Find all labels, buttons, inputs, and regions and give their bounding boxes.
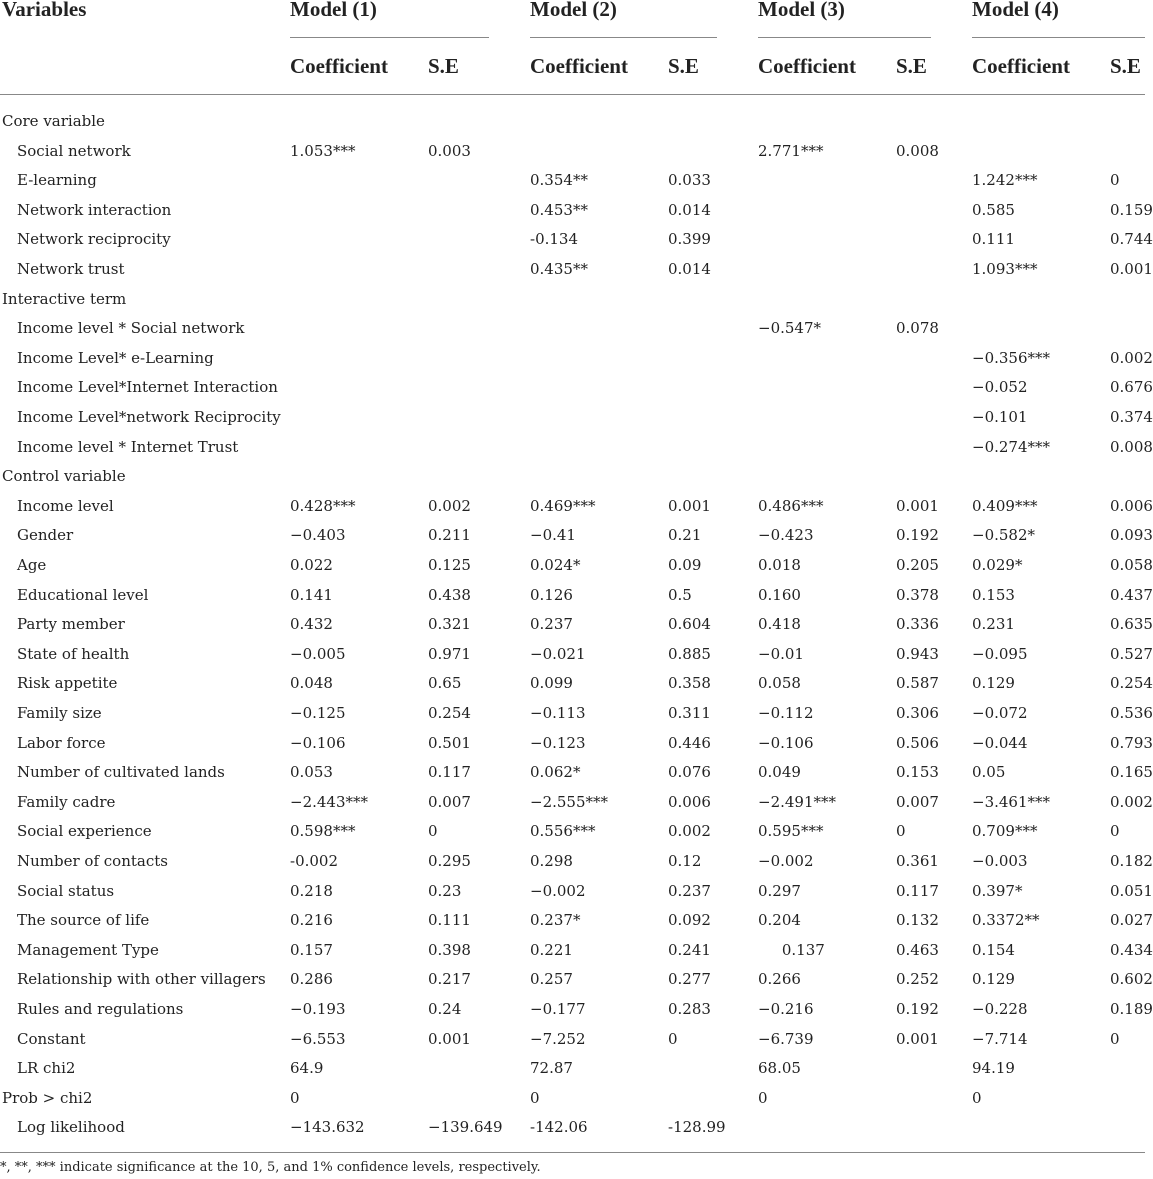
se-cell: 0.971 [428, 644, 471, 663]
variable-label: Constant [17, 1029, 86, 1048]
table-row [0, 936, 1153, 966]
table-row [0, 788, 1153, 818]
header-bottom-rule [0, 94, 1145, 95]
coefficient-cell: 0.598*** [290, 822, 356, 841]
se-cell: 0.793 [1110, 733, 1153, 752]
coefficient-cell: −0.112 [758, 704, 814, 722]
coefficient-cell: −2.555*** [530, 792, 609, 811]
coefficient-cell: −0.044 [972, 733, 1028, 752]
coefficient-cell: 0.216 [290, 911, 333, 930]
coefficient-cell: 0.154 [972, 940, 1015, 959]
section-label: Prob > chi2 [2, 1088, 93, 1107]
coefficient-cell: 0.428*** [290, 496, 356, 515]
se-cell: 0.399 [668, 230, 711, 249]
variable-label: Income Level* e-Learning [17, 348, 214, 367]
coefficient-cell: −7.714 [972, 1029, 1028, 1048]
se-cell: 0.361 [896, 852, 939, 870]
header-model-3: Model (3) [758, 0, 845, 21]
coefficient-cell: −0.002 [530, 881, 586, 900]
coefficient-cell: 0.297 [758, 881, 801, 900]
variable-label: Gender [17, 526, 74, 545]
coefficient-cell: 0.022 [290, 556, 333, 574]
se-cell: 0.217 [428, 970, 471, 989]
model-4-underline [972, 37, 1145, 38]
coefficient-cell: 0.111 [972, 230, 1015, 249]
table-footnote: *, **, *** indicate significance at the 10, 5, and 1% confidence levels, respectively. [0, 1160, 541, 1175]
table-bottom-rule [0, 1152, 1145, 1153]
coefficient-cell: −0.072 [972, 704, 1028, 722]
se-cell: 0.001 [1110, 260, 1153, 278]
table-row [0, 403, 1153, 433]
variable-label: Income level [17, 496, 114, 515]
coefficient-cell: 0.126 [530, 585, 573, 604]
se-cell: 0.003 [428, 141, 471, 160]
se-cell: 0.132 [896, 911, 939, 930]
se-cell: 0.092 [668, 911, 711, 930]
variable-label: Income Level*network Reciprocity [17, 408, 281, 426]
se-cell: 0 [428, 822, 438, 841]
se-cell: 0.027 [1110, 911, 1153, 930]
se-cell: 0.076 [668, 763, 711, 782]
coefficient-cell: −0.216 [758, 1000, 814, 1018]
table-row [0, 906, 1153, 936]
table-row [0, 344, 1153, 374]
coefficient-cell: 1.242*** [972, 171, 1038, 190]
coefficient-cell: 64.9 [290, 1059, 324, 1078]
coefficient-cell: −6.553 [290, 1029, 346, 1048]
se-cell: 0.125 [428, 556, 471, 574]
coefficient-cell: 0.024* [530, 556, 581, 574]
variable-label: Age [17, 556, 47, 574]
coefficient-cell: 0.129 [972, 970, 1015, 989]
coefficient-cell: −0.547* [758, 319, 822, 338]
table-row [0, 492, 1153, 522]
header-model-4: Model (4) [972, 0, 1059, 21]
variable-label: Social experience [17, 822, 152, 841]
se-cell: 0.306 [896, 704, 939, 722]
coefficient-cell: 0.298 [530, 852, 573, 870]
coefficient-cell: 0.469*** [530, 496, 596, 515]
coefficient-cell: 0.153 [972, 585, 1015, 604]
se-cell: 0.336 [896, 615, 939, 634]
se-cell: 0.311 [668, 704, 711, 722]
coefficient-cell: −0.41 [530, 526, 576, 545]
se-cell: 0.001 [896, 1029, 939, 1048]
coefficient-cell: 0.556*** [530, 822, 596, 841]
variable-label: Network trust [17, 260, 125, 278]
coefficient-cell: 0.354** [530, 171, 588, 190]
coefficient-cell: −0.106 [758, 733, 814, 752]
coefficient-cell: −0.01 [758, 644, 804, 663]
header-coefficient-3: Coefficient [758, 54, 856, 78]
coefficient-cell: −0.002 [758, 852, 814, 870]
header-coefficient-1: Coefficient [290, 54, 388, 78]
table-row [0, 433, 1153, 463]
coefficient-cell: 0.062* [530, 763, 581, 782]
table-row [0, 877, 1153, 907]
se-cell: 0 [1110, 822, 1120, 841]
se-cell: 0.506 [896, 733, 939, 752]
table-row [0, 758, 1153, 788]
variable-label: Log likelihood [17, 1118, 125, 1137]
variable-label: The source of life [17, 911, 150, 930]
coefficient-cell: 0 [290, 1088, 300, 1107]
se-cell: 0.5 [668, 585, 692, 604]
se-cell: 0.277 [668, 970, 711, 989]
se-cell: 0.23 [428, 881, 462, 900]
coefficient-cell: 0 [758, 1088, 768, 1107]
coefficient-cell: 0.053 [290, 763, 333, 782]
se-cell: 0.153 [896, 763, 939, 782]
se-cell: 0.014 [668, 260, 711, 278]
coefficient-cell: 0.137 [758, 940, 825, 959]
coefficient-cell: -0.002 [290, 852, 339, 870]
coefficient-cell: 0.029* [972, 556, 1023, 574]
coefficient-cell: -142.06 [530, 1118, 588, 1137]
table-row [0, 314, 1145, 344]
coefficient-cell: −6.739 [758, 1029, 814, 1048]
table-row [0, 255, 1153, 285]
coefficient-cell: −0.582* [972, 526, 1036, 545]
se-cell: 0.159 [1110, 200, 1153, 219]
se-cell: 0.398 [428, 940, 471, 959]
table-row [0, 551, 1153, 581]
se-cell: 0.001 [428, 1029, 471, 1048]
se-cell: 0.536 [1110, 704, 1153, 722]
header-se-4: S.E [1110, 54, 1141, 78]
section-label: Core variable [2, 112, 105, 130]
table-row [0, 1025, 1145, 1055]
table-row [0, 1054, 1145, 1084]
se-cell: 0 [1110, 1029, 1120, 1048]
coefficient-cell: 1.093*** [972, 260, 1038, 278]
table-row [0, 285, 1145, 315]
coefficient-cell: 0 [972, 1088, 982, 1107]
variable-label: Relationship with other villagers [17, 970, 266, 989]
coefficient-cell: 0.157 [290, 940, 333, 959]
coefficient-cell: −0.005 [290, 644, 346, 663]
se-cell: 0.078 [896, 319, 939, 338]
se-cell: 0.438 [428, 585, 471, 604]
header-coefficient-2: Coefficient [530, 54, 628, 78]
coefficient-cell: 0.237* [530, 911, 581, 930]
section-label: Interactive term [2, 289, 127, 308]
se-cell: 0.237 [668, 881, 711, 900]
coefficient-cell: 0.266 [758, 970, 801, 989]
se-cell: 0.211 [428, 526, 471, 545]
coefficient-cell: −0.403 [290, 526, 346, 545]
header-model-2: Model (2) [530, 0, 617, 21]
table-row [0, 196, 1153, 226]
se-cell: 0.321 [428, 615, 471, 634]
se-cell: 0.007 [896, 792, 939, 811]
se-cell: 0.006 [1110, 496, 1153, 515]
variable-label: Social status [17, 881, 115, 900]
se-cell: 0.744 [1110, 230, 1153, 249]
se-cell: 0.374 [1110, 408, 1153, 426]
table-row [0, 817, 1145, 847]
coefficient-cell: 0.058 [758, 674, 801, 693]
header-model-1: Model (1) [290, 0, 377, 21]
header-variables: Variables [2, 0, 87, 21]
variable-label: Party member [17, 615, 125, 634]
coefficient-cell: −0.177 [530, 1000, 586, 1018]
coefficient-cell: 0.129 [972, 674, 1015, 693]
se-cell: 0.09 [668, 556, 702, 574]
coefficient-cell: −0.106 [290, 733, 346, 752]
se-cell: 0.001 [668, 496, 711, 515]
variable-label: State of health [17, 644, 130, 663]
coefficient-cell: 0.05 [972, 763, 1006, 782]
coefficient-cell: −0.113 [530, 704, 586, 722]
coefficient-cell: 0.231 [972, 615, 1015, 634]
model-3-underline [758, 37, 931, 38]
se-cell: 0.358 [668, 674, 711, 693]
coefficient-cell: −0.193 [290, 1000, 346, 1018]
coefficient-cell: −0.021 [530, 644, 586, 663]
se-cell: 0.295 [428, 852, 471, 870]
se-cell: 0.051 [1110, 881, 1153, 900]
coefficient-cell: 0.409*** [972, 496, 1038, 515]
coefficient-cell: −0.003 [972, 852, 1028, 870]
header-se-1: S.E [428, 54, 459, 78]
coefficient-cell: 72.87 [530, 1059, 573, 1078]
se-cell: 0.189 [1110, 1000, 1153, 1018]
se-cell: 0.446 [668, 733, 711, 752]
variable-label: Risk appetite [17, 674, 118, 693]
coefficient-cell: −0.356*** [972, 348, 1051, 367]
coefficient-cell: −0.123 [530, 733, 586, 752]
table-row [0, 1113, 1145, 1143]
se-cell: 0.001 [896, 496, 939, 515]
coefficient-cell: −0.095 [972, 644, 1028, 663]
table-row [0, 373, 1153, 403]
coefficient-cell: -0.134 [530, 230, 579, 249]
table-row [0, 225, 1153, 255]
se-cell: 0.006 [668, 792, 711, 811]
se-cell: 0.501 [428, 733, 471, 752]
table-row [0, 137, 1145, 167]
se-cell: 0.117 [896, 881, 939, 900]
se-cell: 0.002 [1110, 792, 1153, 811]
se-cell: 0.002 [668, 822, 711, 841]
coefficient-cell: −2.491*** [758, 792, 837, 811]
coefficient-cell: 0.432 [290, 615, 333, 634]
se-cell: 0.002 [428, 496, 471, 515]
se-cell: 0.165 [1110, 763, 1153, 782]
se-cell: 0.008 [1110, 437, 1153, 456]
variable-label: Labor force [17, 733, 106, 752]
se-cell: 0.602 [1110, 970, 1153, 989]
table-row [0, 995, 1153, 1025]
variable-label: Management Type [17, 940, 159, 959]
coefficient-cell: −3.461*** [972, 792, 1051, 811]
coefficient-cell: 0.435** [530, 260, 588, 278]
coefficient-cell: 0 [530, 1088, 540, 1107]
se-cell: 0 [1110, 171, 1120, 190]
table-row [0, 107, 1145, 137]
se-cell: 0.254 [428, 704, 471, 722]
coefficient-cell: 0.160 [758, 585, 801, 604]
table-row [0, 699, 1153, 729]
variable-label: Rules and regulations [17, 1000, 184, 1018]
header-coefficient-4: Coefficient [972, 54, 1070, 78]
se-cell: 0.008 [896, 141, 939, 160]
coefficient-cell: −7.252 [530, 1029, 586, 1048]
table-row [0, 640, 1153, 670]
se-cell: 0.117 [428, 763, 471, 782]
se-cell: 0.527 [1110, 644, 1153, 663]
coefficient-cell: −0.125 [290, 704, 346, 722]
table-row [0, 581, 1153, 611]
variable-label: LR chi2 [17, 1059, 76, 1078]
coefficient-cell: −2.443*** [290, 792, 369, 811]
coefficient-cell: 0.3372** [972, 911, 1040, 930]
coefficient-cell: 1.053*** [290, 141, 356, 160]
coefficient-cell: 0.018 [758, 556, 801, 574]
se-cell: 0.014 [668, 200, 711, 219]
se-cell: 0.192 [896, 1000, 939, 1018]
se-cell: 0.254 [1110, 674, 1153, 693]
section-label: Control variable [2, 467, 126, 486]
coefficient-cell: 0.237 [530, 615, 573, 634]
se-cell: 0.943 [896, 644, 939, 663]
se-cell: 0.434 [1110, 940, 1153, 959]
model-2-underline [530, 37, 717, 38]
coefficient-cell: 0.049 [758, 763, 801, 782]
variable-label: Income level * Social network [17, 319, 245, 338]
se-cell: 0.437 [1110, 585, 1153, 604]
variable-label: E-learning [17, 171, 97, 190]
se-cell: 0.378 [896, 585, 939, 604]
coefficient-cell: 0.585 [972, 200, 1015, 219]
coefficient-cell: −143.632 [290, 1118, 365, 1137]
variable-label: Income Level*Internet Interaction [17, 378, 278, 397]
table-row [0, 166, 1145, 196]
variable-label: Network reciprocity [17, 230, 171, 249]
se-cell: 0.24 [428, 1000, 462, 1018]
header-se-2: S.E [668, 54, 699, 78]
se-cell: 0.65 [428, 674, 462, 693]
table-row [0, 610, 1153, 640]
variable-label: Educational level [17, 585, 149, 604]
coefficient-cell: 0.709*** [972, 822, 1038, 841]
header-se-3: S.E [896, 54, 927, 78]
se-cell: 0.587 [896, 674, 939, 693]
coefficient-cell: 0.257 [530, 970, 573, 989]
coefficient-cell: 0.595*** [758, 822, 824, 841]
table-row [0, 1084, 1145, 1114]
se-cell: 0.604 [668, 615, 711, 634]
coefficient-cell: −0.052 [972, 378, 1028, 397]
coefficient-cell: 0.099 [530, 674, 573, 693]
se-cell: 0.283 [668, 1000, 711, 1018]
variable-label: Network interaction [17, 200, 172, 219]
se-cell: 0.21 [668, 526, 702, 545]
coefficient-cell: 0.286 [290, 970, 333, 989]
se-cell: 0.635 [1110, 615, 1153, 634]
variable-label: Family cadre [17, 792, 116, 811]
variable-label: Family size [17, 704, 102, 722]
coefficient-cell: 0.418 [758, 615, 801, 634]
se-cell: 0.192 [896, 526, 939, 545]
se-cell: 0.252 [896, 970, 939, 989]
se-cell: 0.241 [668, 940, 711, 959]
variable-label: Social network [17, 141, 131, 160]
coefficient-cell: 0.204 [758, 911, 801, 930]
table-row [0, 669, 1153, 699]
coefficient-cell: −0.423 [758, 526, 814, 545]
se-cell: 0.885 [668, 644, 711, 663]
coefficient-cell: 94.19 [972, 1059, 1015, 1078]
coefficient-cell: −0.228 [972, 1000, 1028, 1018]
se-cell: 0.182 [1110, 852, 1153, 870]
variable-label: Income level * Internet Trust [17, 437, 239, 456]
coefficient-cell: 2.771*** [758, 141, 824, 160]
se-cell: 0.463 [896, 940, 939, 959]
se-cell: 0.007 [428, 792, 471, 811]
coefficient-cell: 0.397* [972, 881, 1023, 900]
table-row [0, 462, 1145, 492]
se-cell: 0.002 [1110, 348, 1153, 367]
coefficient-cell: 0.221 [530, 940, 573, 959]
coefficient-cell: 0.048 [290, 674, 333, 693]
se-cell: 0.205 [896, 556, 939, 574]
se-cell: 0.676 [1110, 378, 1153, 397]
table-row [0, 729, 1153, 759]
coefficient-cell: 0.218 [290, 881, 333, 900]
se-cell: 0.12 [668, 852, 702, 870]
se-cell: 0.058 [1110, 556, 1153, 574]
coefficient-cell: 68.05 [758, 1059, 801, 1078]
table-row [0, 965, 1153, 995]
se-cell: -128.99 [668, 1118, 726, 1137]
se-cell: 0 [896, 822, 906, 841]
coefficient-cell: −0.274*** [972, 437, 1051, 456]
variable-label: Number of cultivated lands [17, 763, 225, 782]
se-cell: −139.649 [428, 1118, 503, 1137]
coefficient-cell: 0.453** [530, 200, 588, 219]
coefficient-cell: 0.486*** [758, 496, 824, 515]
variable-label: Number of contacts [17, 852, 168, 870]
table-row [0, 847, 1153, 877]
table-row [0, 521, 1153, 551]
coefficient-cell: −0.101 [972, 408, 1028, 426]
se-cell: 0 [668, 1029, 678, 1048]
coefficient-cell: 0.141 [290, 585, 333, 604]
se-cell: 0.033 [668, 171, 711, 190]
se-cell: 0.093 [1110, 526, 1153, 545]
se-cell: 0.111 [428, 911, 471, 930]
model-1-underline [290, 37, 489, 38]
